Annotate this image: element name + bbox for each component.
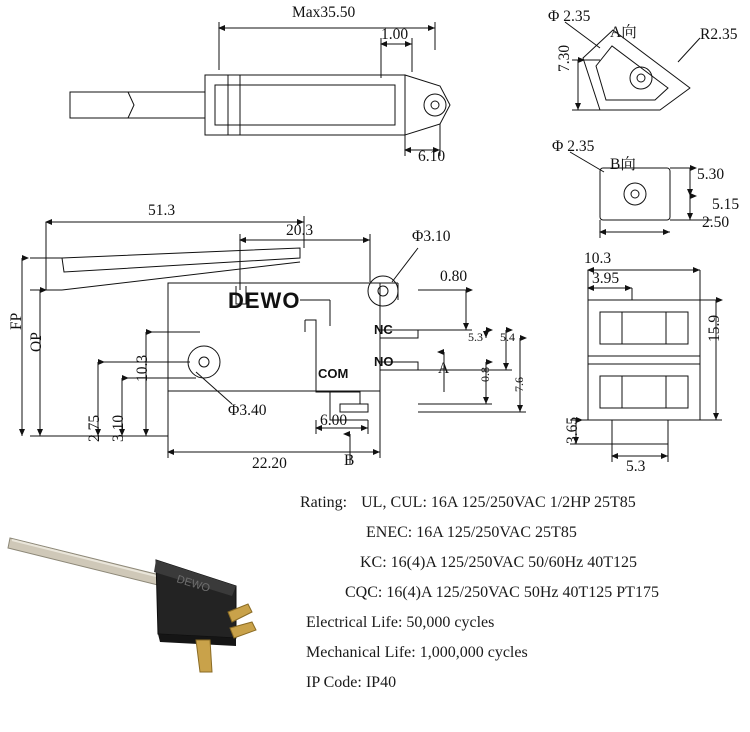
- dim-10-3-front: 10.3: [134, 354, 151, 382]
- side-dim-3-95: 3.95: [592, 270, 620, 287]
- side-height-15-9: 15.9: [706, 314, 723, 342]
- terminal-no: NO: [374, 354, 394, 369]
- label-fp: FP: [8, 312, 25, 330]
- terminal-com: COM: [318, 366, 349, 381]
- spec-row-enec: [300, 518, 750, 548]
- dim-top-1-00: 1.00: [381, 26, 409, 43]
- section-arrow-a: A: [438, 360, 450, 377]
- dim-20-3: 20.3: [286, 222, 314, 239]
- dim-7-6: 7.6: [512, 377, 526, 392]
- section-arrow-b: B: [344, 452, 355, 469]
- spec-mechanical-life-value: Mechanical Life: 1,000,000 cycles: [306, 644, 528, 661]
- spec-cqc-value: CQC: 16(4)A 125/250VAC 50Hz 40T125 PT175: [345, 584, 659, 601]
- detail-a-label: A向: [610, 24, 637, 41]
- spec-rating-value: UL, CUL: 16A 125/250VAC 1/2HP 25T85: [361, 494, 636, 511]
- spec-row-electrical-life: [300, 608, 750, 638]
- spec-row-rating: [300, 488, 750, 518]
- dim-3-10-front: 3.10: [110, 414, 127, 442]
- spec-kc-value: KC: 16(4)A 125/250VAC 50/60Hz 40T125: [360, 554, 638, 571]
- dim-top-6-10: 6.10: [418, 148, 446, 165]
- brand-logo: DEWO: [228, 288, 301, 313]
- detail-b-dim-5-15: 5.15: [712, 196, 740, 213]
- spec-row-kc: [300, 548, 750, 578]
- photo-body-label: DEWO: [175, 573, 212, 595]
- side-width-10-3: 10.3: [584, 250, 612, 267]
- dim-6-00: 6.00: [320, 412, 348, 429]
- spec-ip-code-value: IP Code: IP40: [306, 674, 397, 691]
- detail-a-hole: Φ 2.35: [548, 8, 591, 25]
- spec-enec-value: ENEC: 16A 125/250VAC 25T85: [366, 524, 577, 541]
- dim-0-8: 0.8: [478, 367, 492, 382]
- hole-dia-3-40: Φ3.40: [228, 402, 267, 419]
- spec-row-cqc: [300, 578, 750, 608]
- terminal-nc: NC: [374, 322, 393, 337]
- detail-b-dim-5-30: 5.30: [697, 166, 725, 183]
- side-dim-5-3: 5.3: [626, 458, 646, 475]
- spec-electrical-life-value: Electrical Life: 50,000 cycles: [306, 614, 495, 631]
- detail-b-hole: Φ 2.35: [552, 138, 595, 155]
- side-dim-3-65: 3.65: [564, 416, 581, 444]
- dim-lever-51-3: 51.3: [148, 202, 176, 219]
- detail-b-label: B向: [610, 156, 636, 173]
- product-photo: [8, 538, 256, 672]
- detail-b-dim-2-50: 2.50: [702, 214, 730, 231]
- spec-row-mechanical-life: [300, 638, 750, 668]
- detail-a-height: 7.30: [556, 44, 573, 72]
- detail-a-radius: R2.35: [700, 26, 738, 43]
- label-op: OP: [28, 332, 45, 352]
- dim-5-4-front: 5.4: [500, 330, 515, 344]
- specifications-block: [300, 488, 750, 698]
- dim-5-3-front: 5.3: [468, 330, 483, 344]
- dim-0-80: 0.80: [440, 268, 468, 285]
- spec-row-ip-code: [300, 668, 750, 698]
- spec-rating-label: Rating:: [300, 494, 348, 511]
- dim-2-75: 2.75: [86, 414, 103, 442]
- hole-dia-3-10: Φ3.10: [412, 228, 451, 245]
- dim-max-length: Max35.50: [292, 4, 356, 21]
- dim-22-20: 22.20: [252, 455, 287, 472]
